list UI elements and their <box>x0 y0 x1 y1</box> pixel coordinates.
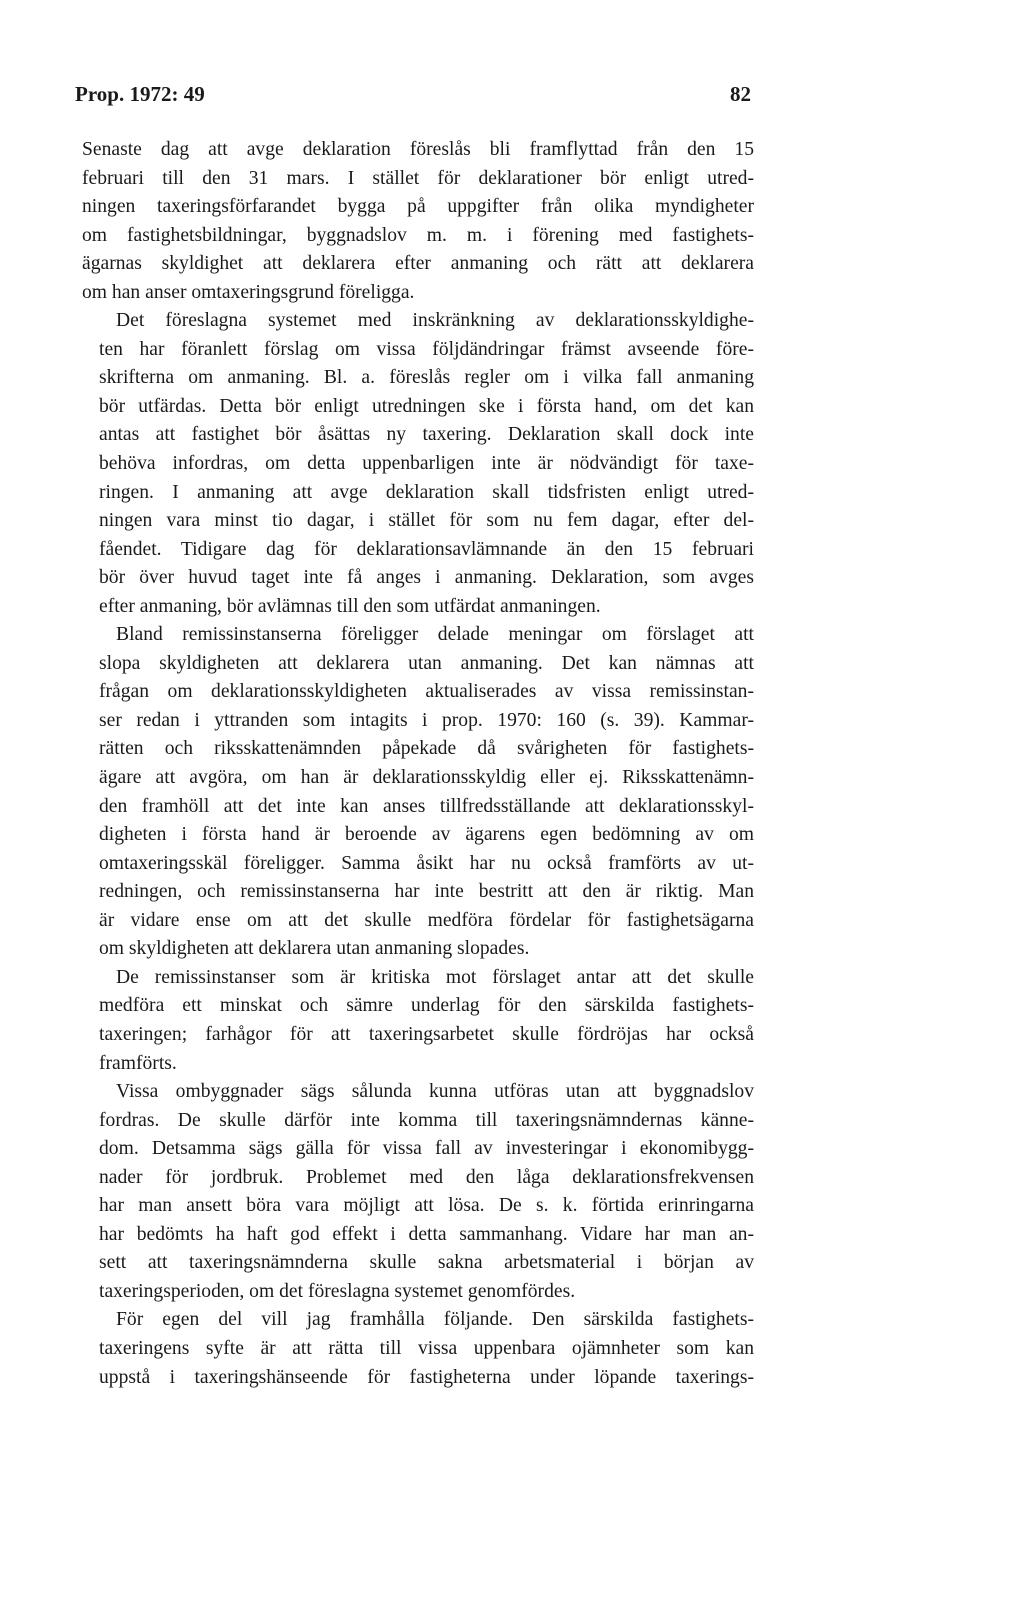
text-line: Senaste dag att avge deklaration föreslås bli framflyttad från den 15 <box>82 139 754 160</box>
text-line: bör utfärdas. Detta bör enligt utredningen ske i första hand, om det kan <box>99 395 754 417</box>
text-line: efter anmaning, bör avlämnas till den som utfärdat anmaningen. <box>99 595 601 617</box>
text-line: ser redan i yttranden som intagits i prop. 1970: 160 (s. 39). Kammar- <box>99 709 754 731</box>
paragraph <box>82 136 754 307</box>
document-reference: Prop. 1972: 49 <box>75 82 205 106</box>
text-line: medföra ett minskat och sämre underlag för den särskilda fastighets- <box>99 995 754 1017</box>
text-line: ningen vara minst tio dagar, i stället för som nu fem dagar, efter del- <box>99 510 754 532</box>
text-line: ägare att avgöra, om han är deklarationsskyldig eller ej. Riksskattenämn- <box>99 767 754 789</box>
text-line: bör över huvud taget inte få anges i anmaning. Deklaration, som avges <box>99 567 754 589</box>
paragraph <box>82 964 754 1078</box>
text-line: Vissa ombyggnader sägs sålunda kunna utföras utan att byggnadslov <box>116 1081 754 1103</box>
text-line: frågan om deklarationsskyldigheten aktualiserades av vissa remissinstan- <box>99 681 754 703</box>
text-line: redningen, och remissinstanserna har inte bestritt att den är riktig. Man <box>99 881 754 903</box>
text-line: om skyldigheten att deklarera utan anmaning slopades. <box>99 938 530 960</box>
text-line: uppstå i taxeringshänseende för fastigheterna under löpande taxerings- <box>99 1366 754 1388</box>
text-line: digheten i första hand är beroende av ägarens egen bedömning av om <box>99 824 754 846</box>
text-line: antas att fastighet bör åsättas ny taxering. Deklaration skall dock inte <box>99 424 754 446</box>
text-line: om fastighetsbildningar, byggnadslov m. m. i förening med fastighets- <box>82 224 754 246</box>
text-line: fordras. De skulle därför inte komma till taxeringsnämndernas känne- <box>99 1109 754 1131</box>
text-line: Bland remissinstanserna föreligger delade meningar om förslaget att <box>116 624 754 646</box>
text-line: rätten och riksskattenämnden påpekade då svårigheten för fastighets- <box>99 738 754 760</box>
text-line: fåendet. Tidigare dag för deklarationsavlämnande än den 15 februari <box>99 538 754 560</box>
page-number: 82 <box>730 82 751 106</box>
text-line: den framhöll att det inte kan anses tillfredsställande att deklarationsskyl- <box>99 795 754 817</box>
body-text <box>82 136 754 1392</box>
text-line: taxeringsperioden, om det föreslagna systemet genomfördes. <box>99 1280 576 1302</box>
text-line: ringen. I anmaning att avge deklaration skall tidsfristen enligt utred- <box>99 481 754 503</box>
text-line: är vidare ense om att det skulle medföra fördelar för fastighetsägarna <box>99 909 754 931</box>
text-line: februari till den 31 mars. I stället för deklarationer bör enligt utred- <box>82 167 754 189</box>
paragraph <box>82 307 754 621</box>
page-header <box>75 82 751 107</box>
paragraph <box>82 1078 754 1306</box>
text-line: ningen taxeringsförfarandet bygga på uppgifter från olika myndigheter <box>82 196 754 218</box>
text-line: sett att taxeringsnämnderna skulle sakna arbetsmaterial i början av <box>99 1252 754 1274</box>
text-line: De remissinstanser som är kritiska mot förslaget antar att det skulle <box>116 966 754 988</box>
text-line: taxeringen; farhågor för att taxeringsarbetet skulle fördröjas har också <box>99 1023 754 1045</box>
text-line: har man ansett böra vara möjligt att lösa. De s. k. förtida erinringarna <box>99 1195 754 1217</box>
text-line: För egen del vill jag framhålla följande. Den särskilda fastighets- <box>116 1309 754 1331</box>
text-line: dom. Detsamma sägs gälla för vissa fall av investeringar i ekonomibygg- <box>99 1138 754 1160</box>
text-line: behöva infordras, om detta uppenbarligen inte är nödvändigt för taxe- <box>99 453 754 475</box>
text-line: Det föreslagna systemet med inskränkning av deklarationsskyldighe- <box>116 310 754 332</box>
text-line: taxeringens syfte är att rätta till vissa uppenbara ojämnheter som kan <box>99 1337 754 1359</box>
text-line: ägarnas skyldighet att deklarera efter anmaning och rätt att deklarera <box>82 253 754 275</box>
paragraph <box>82 621 754 964</box>
text-line: framförts. <box>99 1052 177 1074</box>
paragraph <box>82 1306 754 1392</box>
text-line: slopa skyldigheten att deklarera utan anmaning. Det kan nämnas att <box>99 652 754 674</box>
text-line: nader för jordbruk. Problemet med den låga deklarationsfrekvensen <box>99 1166 754 1188</box>
text-line: skrifterna om anmaning. Bl. a. föreslås regler om i vilka fall anmaning <box>99 367 754 389</box>
text-line: om han anser omtaxeringsgrund föreligga. <box>82 281 415 303</box>
text-line: ten har föranlett förslag om vissa följdändringar främst avseende före- <box>99 338 754 360</box>
text-line: har bedömts ha haft god effekt i detta sammanhang. Vidare har man an- <box>99 1223 754 1245</box>
text-line: omtaxeringsskäl föreligger. Samma åsikt har nu också framförts av ut- <box>99 852 754 874</box>
